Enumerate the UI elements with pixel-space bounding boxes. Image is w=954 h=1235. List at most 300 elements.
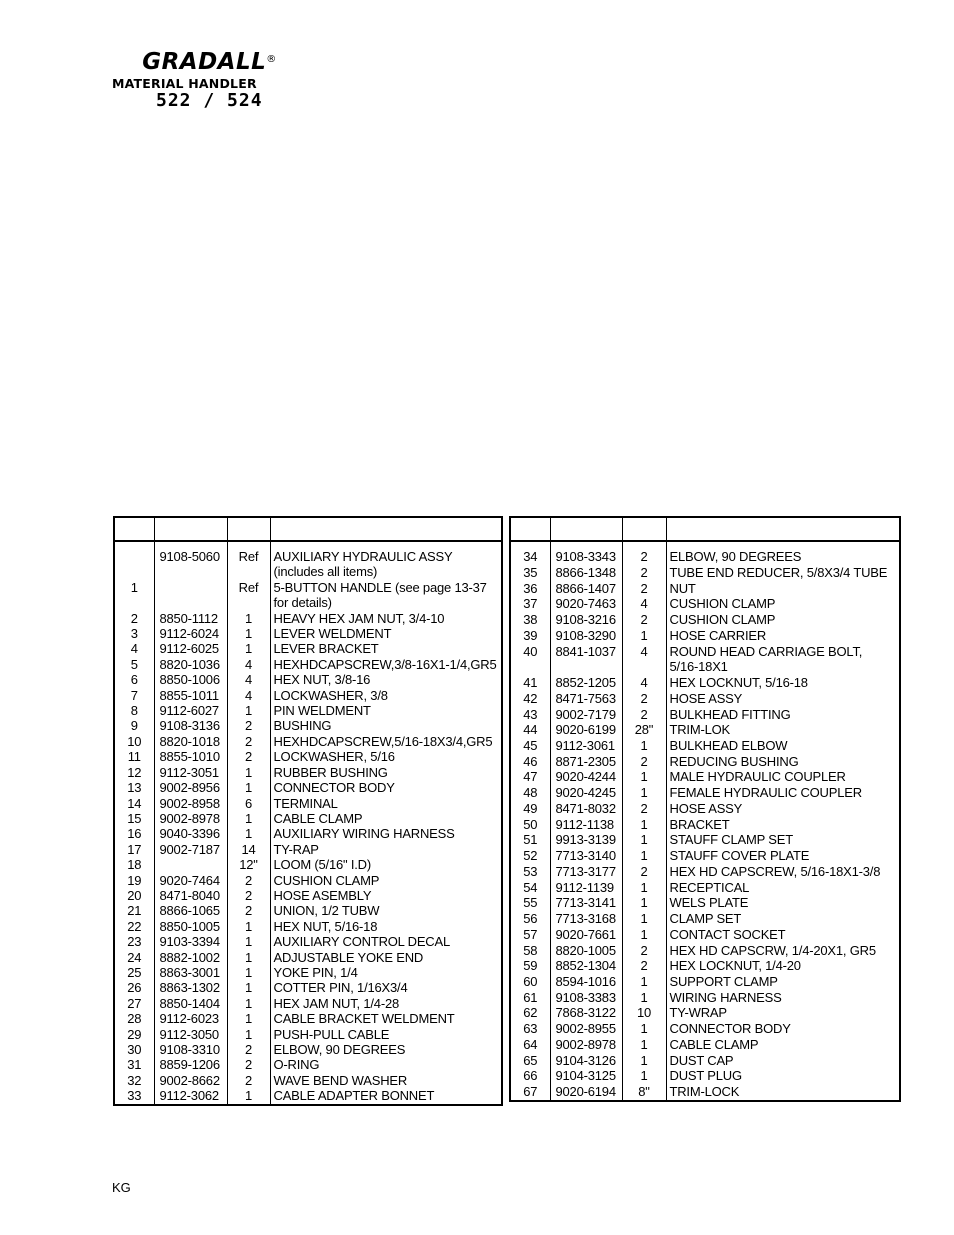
description-cell: LOCKWASHER, 3/8 [273, 687, 388, 703]
part-number-cell: 9103-3394 [154, 934, 227, 949]
quantity-cell: 2 [622, 691, 666, 707]
part-number-cell: 8852-1205 [550, 675, 622, 691]
description-cell: CONNECTOR BODY [273, 780, 395, 796]
part-number-cell: 8866-1065 [154, 903, 227, 918]
table-row [114, 1027, 502, 1042]
quantity-cell: 2 [227, 718, 270, 733]
table-row [114, 564, 502, 579]
quantity-cell: 1 [227, 611, 270, 626]
quantity-cell: 1 [227, 980, 270, 995]
quantity-cell: 1 [227, 965, 270, 980]
quantity-cell: 6 [227, 796, 270, 811]
description-cell: LEVER BRACKET [273, 641, 379, 657]
item-number-cell: 48 [510, 785, 550, 801]
part-number-cell [154, 564, 227, 579]
quantity-cell: 2 [227, 1073, 270, 1088]
quantity-cell: 10 [622, 1005, 666, 1021]
quantity-cell: 1 [227, 1011, 270, 1026]
quantity-cell: 2 [227, 734, 270, 749]
table-row [114, 780, 502, 795]
item-number-cell: 17 [114, 842, 154, 857]
quantity-cell: 4 [227, 688, 270, 703]
item-number-cell: 9 [114, 718, 154, 733]
description-cell: AUXILIARY CONTROL DECAL [273, 934, 450, 950]
table-row [114, 703, 502, 718]
description-cell: STAUFF COVER PLATE [669, 848, 810, 864]
item-number-cell: 31 [114, 1057, 154, 1072]
part-number-cell: 9913-3139 [550, 832, 622, 848]
description-cell: WAVE BEND WASHER [273, 1072, 408, 1088]
table-row [510, 880, 900, 896]
brand-name [122, 50, 297, 74]
description-cell: STAUFF CLAMP SET [669, 832, 793, 848]
item-number-cell: 37 [510, 596, 550, 612]
part-number-cell: 8852-1304 [550, 958, 622, 974]
item-number-cell: 58 [510, 943, 550, 959]
part-number-cell: 9002-8662 [154, 1073, 227, 1088]
item-number-cell: 2 [114, 611, 154, 626]
quantity-cell: 2 [227, 903, 270, 918]
parts-table-right-body [510, 541, 900, 1101]
table-row [510, 541, 900, 565]
description-cell: TRIM-LOCK [669, 1084, 740, 1100]
part-number-cell: 9002-8956 [154, 780, 227, 795]
quantity-cell: 28" [622, 722, 666, 738]
item-number-cell: 61 [510, 990, 550, 1006]
item-number-cell: 7 [114, 688, 154, 703]
table-row [510, 1005, 900, 1021]
item-number-cell: 25 [114, 965, 154, 980]
part-number-cell: 9108-5060 [154, 541, 227, 564]
description-cell: CUSHION CLAMP [669, 612, 776, 628]
item-number-cell: 65 [510, 1053, 550, 1069]
description-cell: CABLE ADAPTER BONNET [273, 1088, 435, 1104]
description-cell: AUXILIARY WIRING HARNESS [273, 826, 455, 842]
part-number-cell: 8850-1006 [154, 672, 227, 687]
description-cell: HEX LOCKNUT, 5/16-18 [669, 675, 808, 691]
quantity-cell: 1 [227, 641, 270, 656]
item-number-cell: 43 [510, 707, 550, 723]
header-cell-description [666, 517, 900, 541]
item-number-cell: 21 [114, 903, 154, 918]
table-row [510, 785, 900, 801]
description-cell: PUSH-PULL CABLE [273, 1026, 390, 1042]
quantity-cell: 1 [622, 832, 666, 848]
item-number-cell: 38 [510, 612, 550, 628]
description-cell: TY-RAP [273, 841, 319, 857]
part-number-cell: 8471-7563 [550, 691, 622, 707]
item-number-cell: 62 [510, 1005, 550, 1021]
item-number-cell: 26 [114, 980, 154, 995]
quantity-cell: 2 [227, 749, 270, 764]
item-number-cell: 22 [114, 919, 154, 934]
item-number-cell: 59 [510, 958, 550, 974]
quantity-cell: 2 [622, 581, 666, 597]
parts-table-left-body [114, 541, 502, 1105]
table-row [510, 1021, 900, 1037]
table-row [114, 657, 502, 672]
part-number-cell: 8820-1005 [550, 943, 622, 959]
table-row [114, 919, 502, 934]
part-number-cell: 8820-1018 [154, 734, 227, 749]
item-number-cell: 50 [510, 817, 550, 833]
quantity-cell: 4 [227, 657, 270, 672]
part-number-cell: 9108-3216 [550, 612, 622, 628]
item-number-cell: 3 [114, 626, 154, 641]
item-number-cell: 60 [510, 974, 550, 990]
description-cell: WIRING HARNESS [669, 989, 782, 1005]
part-number-cell: 9002-8958 [154, 796, 227, 811]
description-cell: WELS PLATE [669, 895, 749, 911]
item-number-cell: 56 [510, 911, 550, 927]
header-cell-item [510, 517, 550, 541]
quantity-cell: 1 [227, 996, 270, 1011]
item-number-cell: 44 [510, 722, 550, 738]
part-number-cell: 7713-3168 [550, 911, 622, 927]
description-cell: BULKHEAD FITTING [669, 706, 791, 722]
part-number-cell: 9108-3290 [550, 628, 622, 644]
quantity-cell: 1 [622, 848, 666, 864]
part-number-cell: 8850-1112 [154, 611, 227, 626]
item-number-cell: 39 [510, 628, 550, 644]
table-row [510, 864, 900, 880]
parts-table-left [113, 516, 503, 1106]
description-cell: HEXHDCAPSCREW,5/16-18X3/4,GR5 [273, 733, 493, 749]
quantity-cell: 4 [622, 675, 666, 691]
item-number-cell: 49 [510, 801, 550, 817]
header-cell-description [270, 517, 502, 541]
table-row [114, 826, 502, 841]
item-number-cell [114, 595, 154, 610]
item-number-cell: 32 [114, 1073, 154, 1088]
quantity-cell: 4 [622, 644, 666, 660]
part-number-cell: 9002-7187 [154, 842, 227, 857]
table-row [510, 911, 900, 927]
quantity-cell: 8" [622, 1084, 666, 1101]
part-number-cell: 7713-3140 [550, 848, 622, 864]
quantity-cell: 2 [227, 1057, 270, 1072]
description-cell: UNION, 1/2 TUBW [273, 903, 380, 919]
part-number-cell: 8850-1005 [154, 919, 227, 934]
item-number-cell: 47 [510, 769, 550, 785]
item-number-cell: 51 [510, 832, 550, 848]
table-row [510, 832, 900, 848]
table-row [114, 1073, 502, 1088]
description-cell: RECEPTICAL [669, 879, 750, 895]
part-number-cell: 9104-3125 [550, 1068, 622, 1084]
quantity-cell: 1 [622, 895, 666, 911]
table-row [510, 754, 900, 770]
description-cell: ADJUSTABLE YOKE END [273, 949, 424, 965]
description-cell: ROUND HEAD CARRIAGE BOLT, [669, 643, 863, 659]
item-number-cell: 42 [510, 691, 550, 707]
part-number-cell: 8866-1348 [550, 565, 622, 581]
part-number-cell: 9020-4244 [550, 769, 622, 785]
quantity-cell: 2 [622, 958, 666, 974]
item-number-cell: 66 [510, 1068, 550, 1084]
description-cell: BUSHING [273, 718, 332, 734]
brand-text: GRADALL [142, 49, 267, 75]
item-number-cell: 19 [114, 873, 154, 888]
table-row [114, 903, 502, 918]
part-number-cell: 8855-1010 [154, 749, 227, 764]
quantity-cell: 2 [622, 541, 666, 565]
part-number-cell: 9112-6027 [154, 703, 227, 718]
header-cell-qty [227, 517, 270, 541]
part-number-cell: 9108-3383 [550, 990, 622, 1006]
item-number-cell: 8 [114, 703, 154, 718]
quantity-cell: Ref [227, 580, 270, 595]
part-number-cell: 8855-1011 [154, 688, 227, 703]
table-row [114, 1057, 502, 1072]
part-number-cell: 9112-3062 [154, 1088, 227, 1104]
description-cell: HOSE ASSY [669, 800, 743, 816]
item-number-cell: 28 [114, 1011, 154, 1026]
part-number-cell: 9112-1138 [550, 817, 622, 833]
part-number-cell: 9020-6199 [550, 722, 622, 738]
table-row [510, 1084, 900, 1101]
table-row [114, 672, 502, 687]
part-number-cell: 8594-1016 [550, 974, 622, 990]
item-number-cell: 53 [510, 864, 550, 880]
table-row [114, 611, 502, 626]
part-number-cell: 8850-1404 [154, 996, 227, 1011]
item-number-cell: 35 [510, 565, 550, 581]
item-number-cell: 10 [114, 734, 154, 749]
table-row [114, 873, 502, 888]
description-cell: CONNECTOR BODY [669, 1021, 791, 1037]
item-number-cell: 1 [114, 580, 154, 595]
item-number-cell: 14 [114, 796, 154, 811]
part-number-cell: 7868-3122 [550, 1005, 622, 1021]
quantity-cell [622, 659, 666, 675]
quantity-cell: 2 [622, 612, 666, 628]
table-row [114, 580, 502, 595]
table-row [114, 1042, 502, 1057]
part-number-cell: 9112-3061 [550, 738, 622, 754]
description-cell: ELBOW, 90 DEGREES [669, 549, 802, 564]
item-number-cell: 4 [114, 641, 154, 656]
part-number-cell: 9112-1139 [550, 880, 622, 896]
table-row [510, 927, 900, 943]
quantity-cell: 1 [227, 1027, 270, 1042]
part-number-cell: 9108-3343 [550, 541, 622, 565]
brand-subtitle: MATERIAL HANDLER [112, 76, 257, 91]
quantity-cell: Ref [227, 541, 270, 564]
item-number-cell: 13 [114, 780, 154, 795]
quantity-cell: 1 [622, 1068, 666, 1084]
item-number-cell: 55 [510, 895, 550, 911]
description-cell: AUXILIARY HYDRAULIC ASSY [273, 549, 453, 564]
description-cell: LOCKWASHER, 5/16 [273, 749, 395, 765]
table-row [510, 722, 900, 738]
description-cell: LOOM (5/16" I.D) [273, 857, 371, 873]
description-cell: CONTACT SOCKET [669, 926, 786, 942]
quantity-cell: 1 [227, 765, 270, 780]
quantity-cell: 1 [622, 1021, 666, 1037]
table-row [114, 595, 502, 610]
table-header-row [114, 517, 502, 541]
part-number-cell: 9112-3050 [154, 1027, 227, 1042]
description-cell: CUSHION CLAMP [273, 872, 380, 888]
part-number-cell: 9020-6194 [550, 1084, 622, 1101]
description-cell: HEX HD CAPSCREW, 5/16-18X1-3/8 [669, 863, 881, 879]
description-cell: CABLE BRACKET WELDMENT [273, 1011, 455, 1027]
footer-code: KG [112, 1180, 131, 1195]
description-cell: TY-WRAP [669, 1005, 727, 1021]
part-number-cell: 9002-8978 [550, 1037, 622, 1053]
quantity-cell: 2 [227, 1042, 270, 1057]
table-row [510, 817, 900, 833]
part-number-cell: 8841-1037 [550, 644, 622, 660]
quantity-cell: 4 [622, 596, 666, 612]
description-cell: CLAMP SET [669, 911, 742, 927]
part-number-cell: 8863-3001 [154, 965, 227, 980]
description-cell: 5/16-18X1 [669, 659, 728, 675]
part-number-cell: 9002-8978 [154, 811, 227, 826]
part-number-cell [154, 857, 227, 872]
description-cell: HOSE ASEMBLY [273, 887, 372, 903]
description-cell: HEXHDCAPSCREW,3/8-16X1-1/4,GR5 [273, 656, 497, 672]
description-cell: DUST PLUG [669, 1068, 742, 1084]
brand-logo [112, 50, 297, 110]
table-row [114, 796, 502, 811]
description-cell: HEX NUT, 3/8-16 [273, 672, 371, 688]
quantity-cell: 2 [622, 707, 666, 723]
item-number-cell [114, 564, 154, 579]
quantity-cell: 1 [227, 826, 270, 841]
part-number-cell: 9108-3136 [154, 718, 227, 733]
item-number-cell: 57 [510, 927, 550, 943]
item-number-cell: 67 [510, 1084, 550, 1101]
description-cell: HEX LOCKNUT, 1/4-20 [669, 958, 801, 974]
part-number-cell: 8471-8040 [154, 888, 227, 903]
quantity-cell: 1 [227, 811, 270, 826]
quantity-cell: 1 [227, 626, 270, 641]
description-cell: YOKE PIN, 1/4 [273, 964, 358, 980]
description-cell: HOSE ASSY [669, 690, 743, 706]
quantity-cell [227, 564, 270, 579]
header-cell-item [114, 517, 154, 541]
quantity-cell: 2 [227, 888, 270, 903]
description-cell: COTTER PIN, 1/16X3/4 [273, 980, 408, 996]
item-number-cell: 54 [510, 880, 550, 896]
table-row [114, 641, 502, 656]
part-number-cell: 8859-1206 [154, 1057, 227, 1072]
quantity-cell: 1 [622, 738, 666, 754]
table-row [114, 749, 502, 764]
quantity-cell: 2 [622, 943, 666, 959]
description-cell: for details) [273, 595, 332, 611]
item-number-cell: 45 [510, 738, 550, 754]
item-number-cell: 63 [510, 1021, 550, 1037]
quantity-cell: 2 [622, 754, 666, 770]
table-row [510, 707, 900, 723]
item-number-cell: 30 [114, 1042, 154, 1057]
quantity-cell: 2 [622, 864, 666, 880]
item-number-cell: 12 [114, 765, 154, 780]
table-row [114, 842, 502, 857]
description-cell: MALE HYDRAULIC COUPLER [669, 769, 846, 785]
item-number-cell: 20 [114, 888, 154, 903]
item-number-cell [114, 541, 154, 564]
description-cell: TRIM-LOK [669, 722, 731, 738]
description-cell: (includes all items) [273, 564, 378, 580]
table-row [510, 943, 900, 959]
description-cell: O-RING [273, 1057, 320, 1073]
quantity-cell: 1 [622, 974, 666, 990]
item-number-cell [510, 659, 550, 675]
part-number-cell: 8866-1407 [550, 581, 622, 597]
quantity-cell: 1 [622, 628, 666, 644]
description-cell: TERMINAL [273, 795, 338, 811]
item-number-cell: 40 [510, 644, 550, 660]
table-row [510, 769, 900, 785]
part-number-cell: 9002-7179 [550, 707, 622, 723]
part-number-cell: 8863-1302 [154, 980, 227, 995]
description-cell: NUT [669, 580, 696, 596]
quantity-cell: 1 [227, 919, 270, 934]
quantity-cell: 1 [622, 1037, 666, 1053]
table-row [114, 718, 502, 733]
quantity-cell: 1 [227, 1088, 270, 1104]
quantity-cell: 1 [227, 950, 270, 965]
table-row [510, 691, 900, 707]
quantity-cell [227, 595, 270, 610]
table-row [510, 675, 900, 691]
table-row [114, 888, 502, 903]
part-number-cell [154, 595, 227, 610]
model-number: 522 / 524 [156, 90, 263, 111]
part-number-cell: 9112-3051 [154, 765, 227, 780]
part-number-cell: 9112-6023 [154, 1011, 227, 1026]
table-row [510, 895, 900, 911]
table-row [114, 965, 502, 980]
header-cell-part [154, 517, 227, 541]
item-number-cell: 24 [114, 950, 154, 965]
description-cell: REDUCING BUSHING [669, 753, 799, 769]
part-number-cell: 9020-7661 [550, 927, 622, 943]
description-cell: HEX NUT, 5/16-18 [273, 918, 378, 934]
description-cell: LEVER WELDMENT [273, 626, 392, 642]
quantity-cell: 4 [227, 672, 270, 687]
item-number-cell: 23 [114, 934, 154, 949]
table-row [510, 738, 900, 754]
description-cell: CABLE CLAMP [273, 810, 363, 826]
quantity-cell: 2 [227, 873, 270, 888]
item-number-cell: 64 [510, 1037, 550, 1053]
quantity-cell: 1 [622, 880, 666, 896]
registered-mark: ® [266, 54, 277, 65]
item-number-cell: 6 [114, 672, 154, 687]
quantity-cell: 1 [622, 769, 666, 785]
item-number-cell: 29 [114, 1027, 154, 1042]
quantity-cell: 1 [622, 1053, 666, 1069]
table-row [114, 688, 502, 703]
quantity-cell: 1 [227, 780, 270, 795]
quantity-cell: 1 [622, 927, 666, 943]
description-cell: BULKHEAD ELBOW [669, 737, 788, 753]
table-row [114, 626, 502, 641]
table-row [510, 848, 900, 864]
item-number-cell: 15 [114, 811, 154, 826]
table-row [510, 958, 900, 974]
description-cell: CUSHION CLAMP [669, 596, 776, 612]
part-number-cell: 9002-8955 [550, 1021, 622, 1037]
item-number-cell: 46 [510, 754, 550, 770]
table-row [114, 1011, 502, 1026]
description-cell: PIN WELDMENT [273, 703, 371, 719]
